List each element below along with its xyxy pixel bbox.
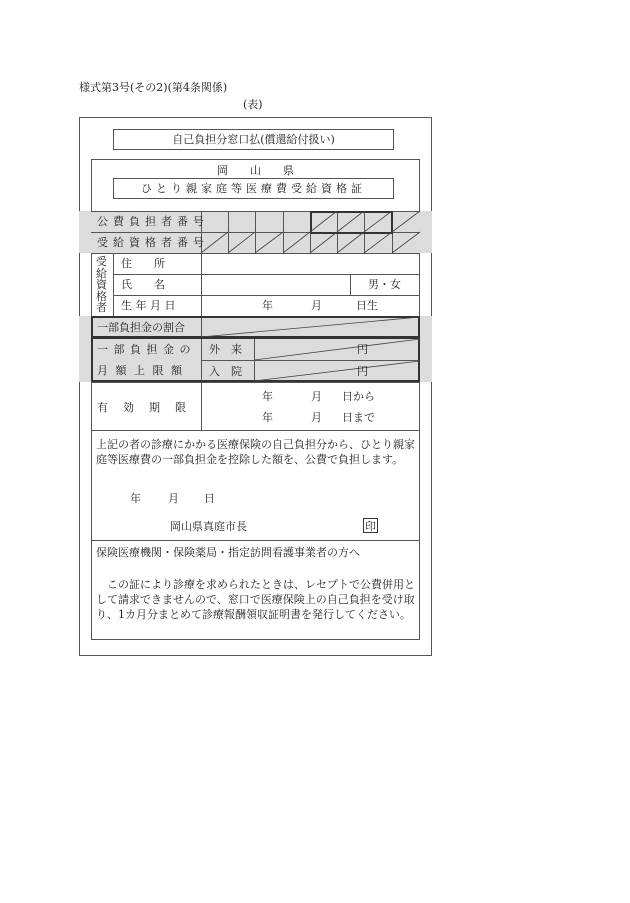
issue-month: 月 (168, 492, 179, 505)
copay-ratio-label: 一部負担金の割合 (97, 321, 185, 334)
issue-year: 年 (130, 492, 141, 505)
inpatient-yen: 円 (357, 365, 368, 378)
mayor-name: 岡山県真庭市長 (170, 520, 247, 533)
recipient-number-label: 受給資格者番号 (97, 236, 209, 249)
valid-from-year: 年 (262, 390, 273, 403)
public-payer-label: 公費負担者番号 (97, 215, 209, 228)
gender: 男・女 (368, 278, 401, 291)
address-label: 住 所 (121, 257, 165, 270)
copay-limit-label-line1: 一 部 負 担 金 の (97, 343, 192, 356)
notice-body: この証により診療を求められたときは、レセプトで公費併用として請求できませんので、窓口で医療保険上の自己負担を受け取り、1カ月分まとめて診療報酬領収証明書を発行してください。 (96, 578, 415, 621)
issue-day: 日 (204, 492, 215, 505)
name-label: 氏 名 (121, 278, 165, 291)
front-side-label: (表) (243, 98, 263, 111)
outpatient-yen: 円 (357, 343, 368, 356)
valid-to-day: 日まで (342, 411, 375, 424)
inpatient-label: 入 院 (209, 365, 242, 378)
statement: 上記の者の診療にかかる医療保険の自己負担分から、ひとり親家庭等医療費の一部負担金を控除した額を、公費で負担します。 (96, 438, 415, 466)
birth-month: 月 (311, 299, 322, 312)
validity-label: 有 効 期 限 (97, 401, 188, 414)
notice-heading: 保険医療機関・保険薬局・指定訪問看護事業者の方へ (96, 546, 360, 559)
birth-year: 年 (262, 299, 273, 312)
birth-day: 日生 (356, 299, 378, 312)
valid-to-year: 年 (262, 411, 273, 424)
outpatient-label: 外 来 (209, 343, 242, 356)
seal-mark: 印 (365, 520, 376, 533)
payment-type: 自己負担分窓口払(償還給付扱い) (172, 133, 335, 146)
recipient-group-label: 受給資格者 (96, 255, 107, 314)
certificate-title: ひとり親家庭等医療費受給資格証 (141, 182, 366, 195)
birthdate-label: 生 年 月 日 (121, 299, 176, 312)
prefecture: 岡 山 県 (217, 164, 294, 177)
form-number: 様式第3号(その2)(第4条関係) (79, 81, 228, 94)
valid-from-month: 月 (311, 390, 322, 403)
valid-to-month: 月 (311, 411, 322, 424)
copay-limit-label-line2: 月 額 上 限 額 (97, 364, 184, 377)
valid-from-day: 日から (342, 390, 375, 403)
